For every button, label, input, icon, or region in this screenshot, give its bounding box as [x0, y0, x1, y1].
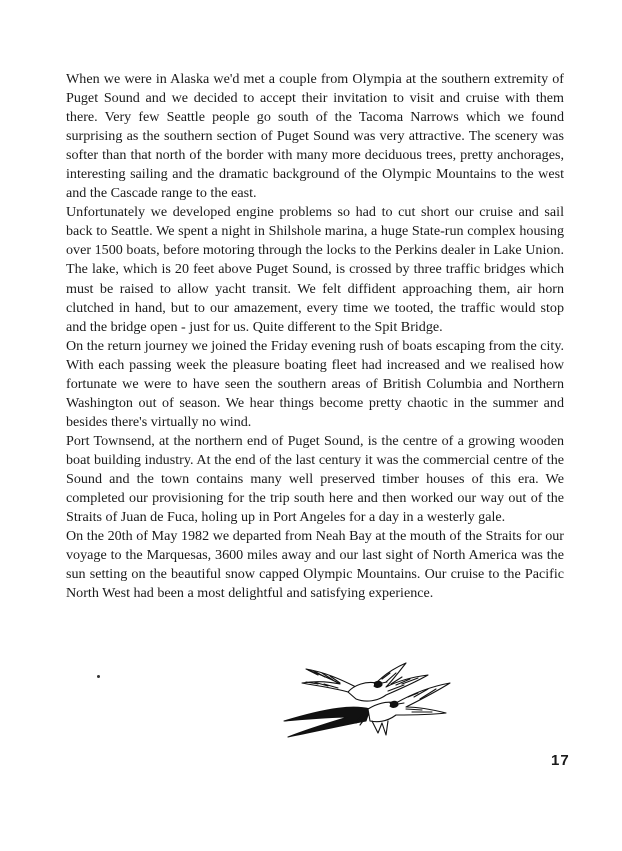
- upper-bird: [302, 663, 428, 701]
- paragraph-alaska-olympia: When we were in Alaska we'd met a couple from Olympia at the southern extremity of Puget Sound and we decided to accept their invitation to visit and cruise with them there. Very few Seattle people go south of the Tacoma Narrows which we found surprising as the southern section of Puget Sound was very attractive. The scenery was softer than that north of the border with many more deciduous trees, pretty anchorages, interesting sailing and the dramatic background of the Olympic Mountains to the west and the Cascade range to the east.: [66, 71, 564, 202]
- paragraph-port-townsend: Port Townsend, at the northern end of Puget Sound, is the centre of a growing wooden boat building industry. At the end of the last century it was the commercial centre of the Sound and the town contains many well preserved timber houses of this era. We completed our provisioning for the trip south here and then worked our way out of the Straits of Juan de Fuca, holing up in Port Angeles for a day in a westerly gale.: [66, 432, 564, 526]
- flying-birds-illustration: [278, 657, 460, 739]
- page-number: 17: [551, 752, 570, 769]
- paragraph-engine-problems: Unfortunately we developed engine problems so had to cut short our cruise and sail back to Seattle. We spent a night in Shilshole marina, a huge State-run complex housing over 1500 boats, before motoring through the locks to the Perkins dealer in Lake Union. The lake, which is 20 feet above Puget Sound, is crossed by three traffic bridges which must be raised to allow yacht transit. We felt diffident approaching them, air horn clutched in hand, but to our amazement, every time we tooted, the traffic would stop and the bridge open - just for us. Quite different to the Spit Bridge.: [66, 204, 564, 335]
- body-text: [66, 70, 564, 603]
- stray-ink-mark: [97, 675, 100, 678]
- paragraph-return-journey: On the return journey we joined the Friday evening rush of boats escaping from the city. With each passing week the pleasure boating fleet had increased and we realised how fortunate we were to have seen the southern areas of British Columbia and Northern Washington out of season. We hear things become pretty chaotic in the summer and besides there's virtually no wind.: [66, 337, 564, 430]
- paragraph-departure: On the 20th of May 1982 we departed from Neah Bay at the mouth of the Straits for our voyage to the Marquesas, 3600 miles away and our last sight of North America was the sun setting on the beautiful snow capped Olympic Mountains. Our cruise to the Pacific North West had been a most delightful and satisfying experience.: [66, 528, 564, 602]
